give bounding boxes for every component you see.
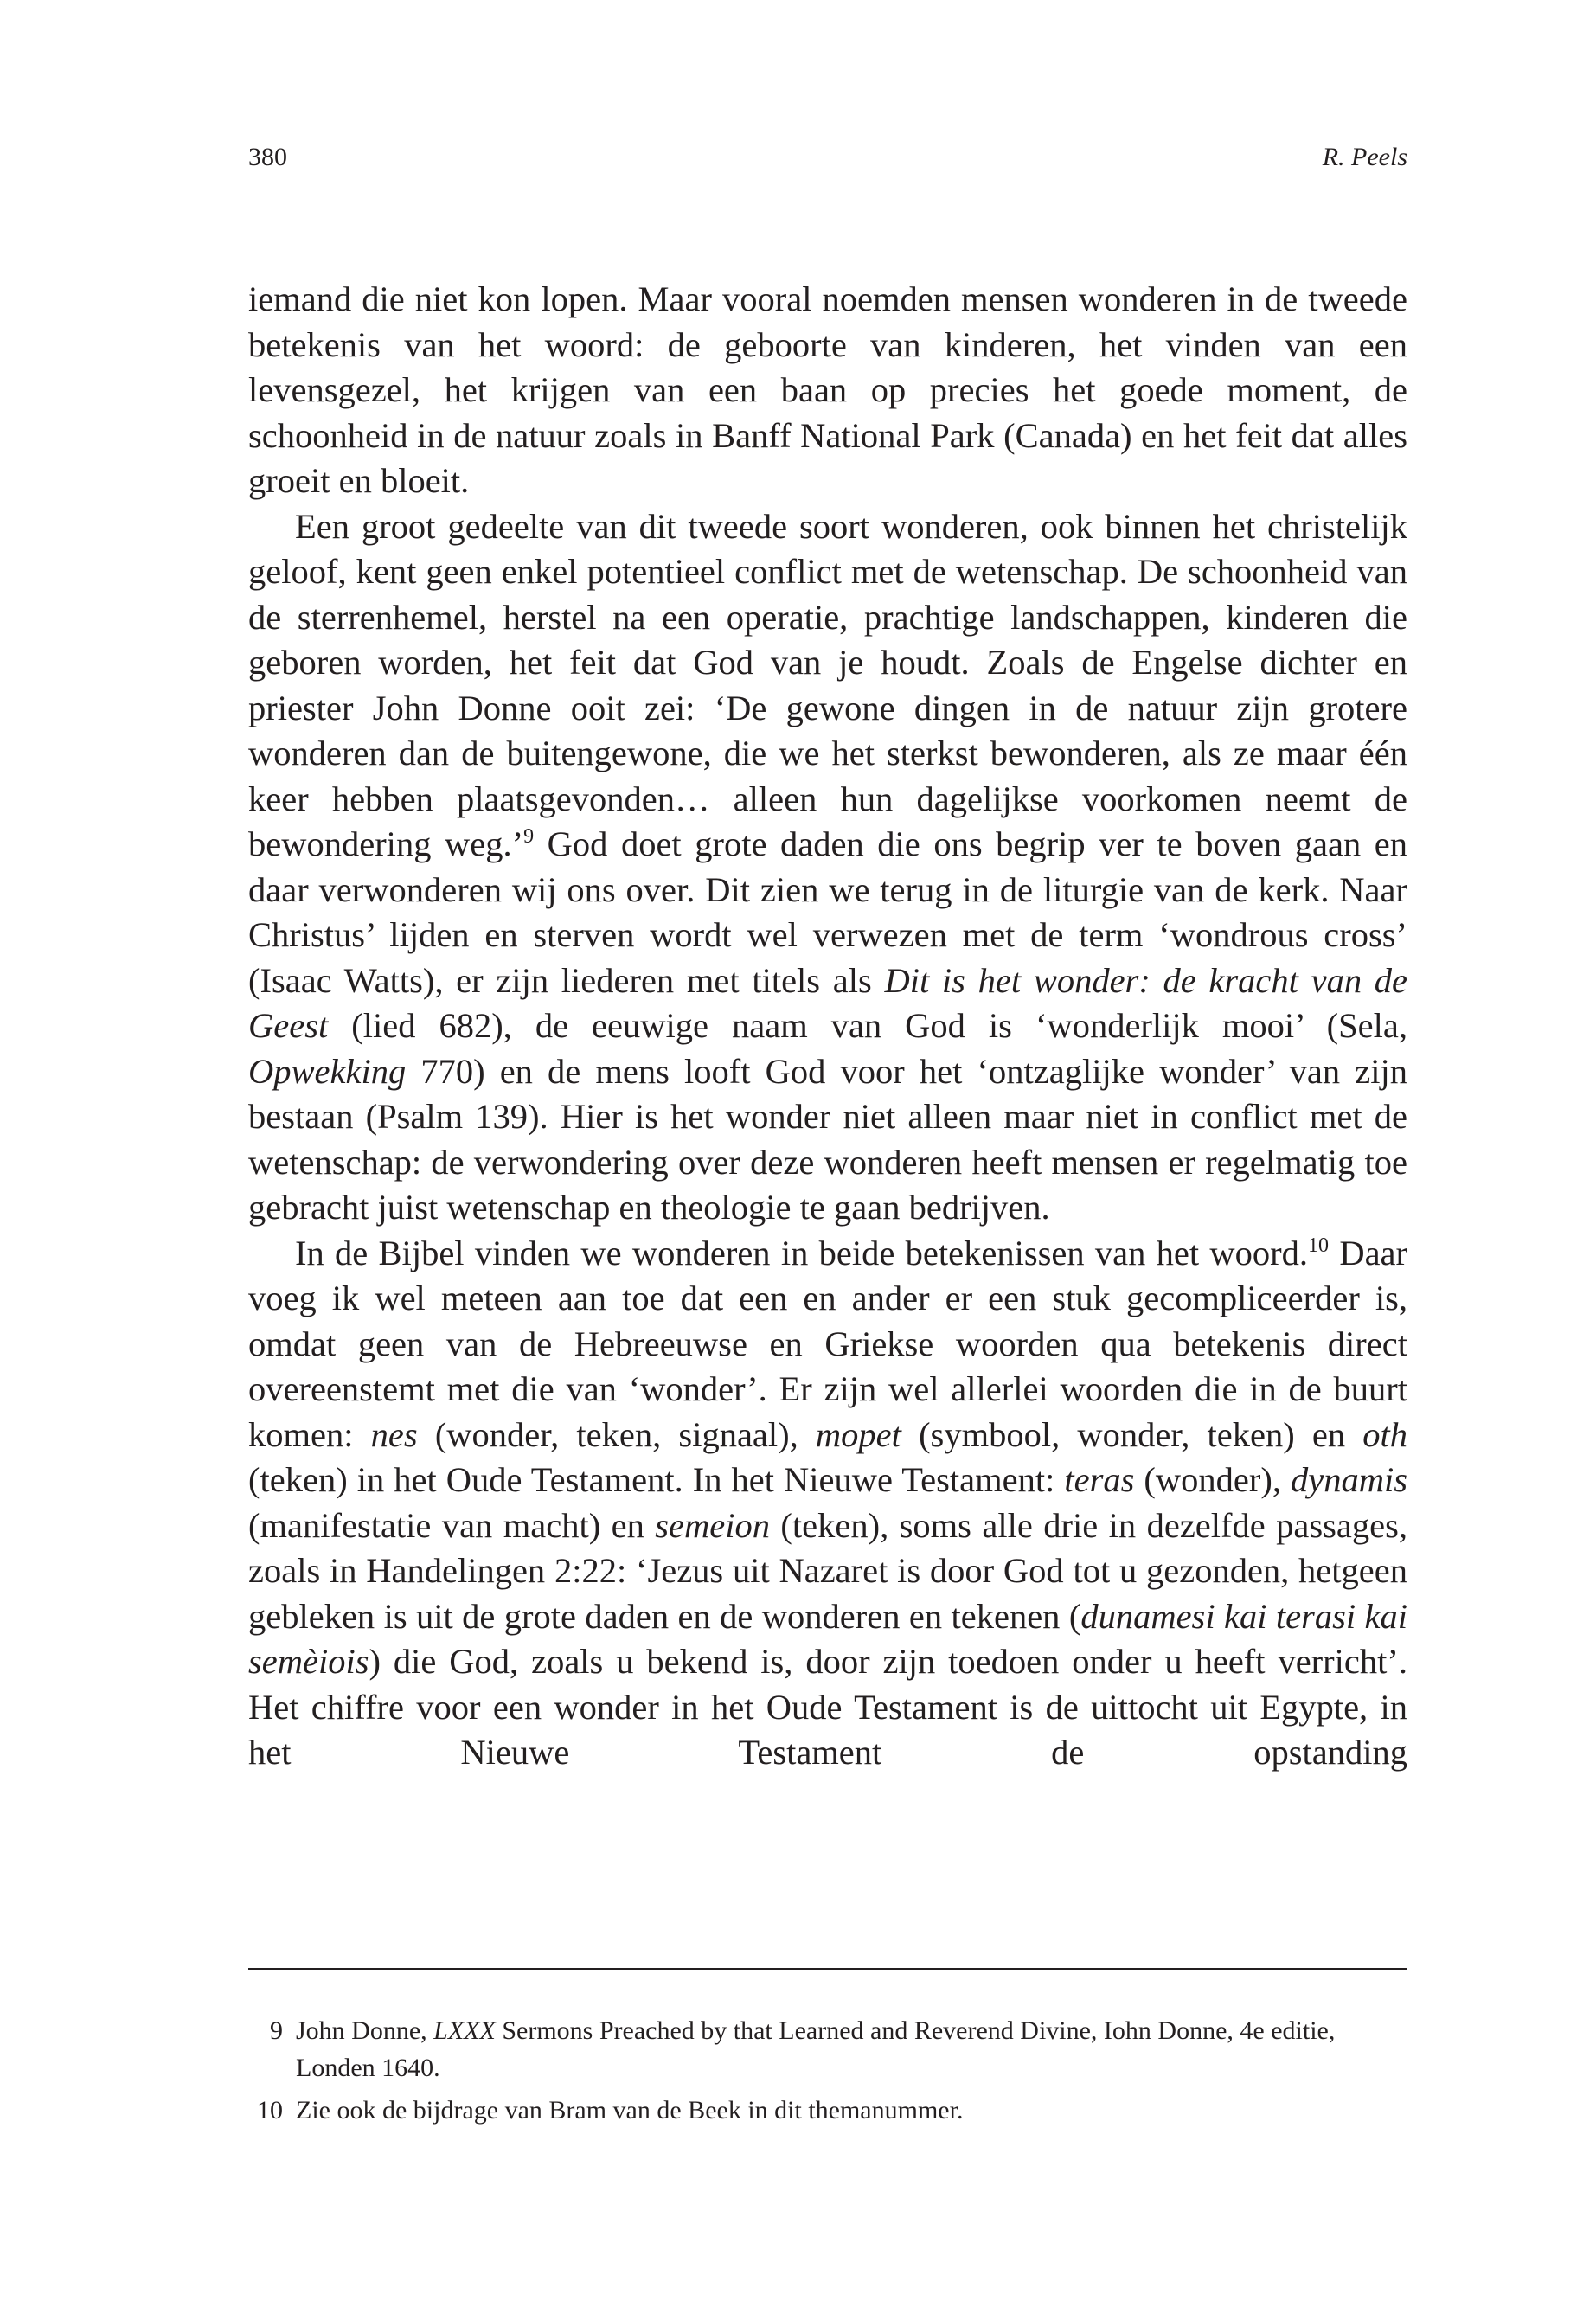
- text-run: 770) en de mens looft God voor het ‘ontzaglijke wonder’ van zijn bestaan (Psalm 139). Hier is het wonder niet alleen maar niet in conflict met de wetenschap: de verwondering over deze wonderen heeft mensen er regelmatig toe gebracht juist wetenschap en theologie te gaan bedrijven.: [248, 1051, 1407, 1227]
- text-run: (wonder),: [1134, 1460, 1291, 1499]
- italic-text: mopet: [815, 1414, 901, 1454]
- footnote-number: 10: [257, 2096, 283, 2125]
- running-head: R. Peels: [1322, 143, 1407, 171]
- text-run: (lied 682), de eeuwige naam van God is ‘wonderlijk mooi’ (Sela,: [328, 1006, 1407, 1045]
- footnote-separator: [248, 1968, 1407, 1970]
- text-run: (symbool, wonder, teken) en: [901, 1414, 1363, 1454]
- body-paragraph: [248, 1231, 1407, 1776]
- italic-text: Dit is het wonder: de kracht van de Geest: [248, 960, 1408, 1045]
- text-run: Een groot gedeelte van dit tweede soort wonderen, ook binnen het christelijk geloof, kent geen enkel potentieel conflict met de wetenschap. De schoonheid van de sterrenhemel, herstel na een operatie, prachtige landschappen, kinderen die geboren worden, het feit dat God van je houdt. Zoals de Engelse dichter en priester John Donne ooit zei: ‘De gewone dingen in de natuur zijn grotere wonderen dan de buitengewone, die we het sterkst bewonderen, als ze maar één keer hebben plaatsgevonden… alleen hun dagelijkse voorkomen neemt de bewondering weg.’: [248, 506, 1407, 863]
- italic-text: dunamesi kai terasi kai semèiois: [248, 1596, 1407, 1681]
- text-run: Zie ook de bijdrage van Bram van de Beek in dit themanummer.: [296, 2096, 964, 2125]
- italic-text: dynamis: [1291, 1460, 1407, 1499]
- italic-text: semeion: [655, 1505, 770, 1545]
- italic-text: Opwekking: [248, 1051, 407, 1091]
- footnote-reference: 10: [1308, 1234, 1330, 1257]
- text-run: Sermons Preached by that Learned and Reverend Divine, Iohn Donne, 4e editie, Londen 1640.: [296, 2016, 1336, 2082]
- text-run: (wonder, teken, signaal),: [417, 1414, 816, 1454]
- footnote-number: 9: [270, 2016, 283, 2045]
- footnote-reference: 9: [523, 825, 535, 848]
- body-text: [248, 277, 1407, 1776]
- body-paragraph: [248, 277, 1407, 504]
- body-paragraph: [248, 504, 1407, 1231]
- text-run: (manifestatie van macht) en: [248, 1505, 656, 1545]
- page-number: 380: [248, 143, 287, 171]
- footnote: [248, 2092, 1407, 2129]
- italic-text: teras: [1064, 1460, 1135, 1499]
- italic-text: nes: [370, 1414, 418, 1454]
- footnote: [248, 2012, 1407, 2086]
- footnotes: [248, 2012, 1407, 2134]
- text-run: God doet grote daden die ons begrip ver te boven gaan en daar verwonderen wij ons over. Dit zien we terug in de liturgie van de kerk. Naar Christus’ lijden en sterven wordt wel verwezen met de term ‘wondrous cross’ (Isaac Watts), er zijn liederen met titels als: [248, 824, 1407, 1000]
- text-run: (teken), soms alle drie in dezelfde passages, zoals in Handelingen 2:22: ‘Jezus uit Nazaret is door God tot u gezonden, hetgeen gebleken is uit de grote daden en de wonderen en tekenen (: [248, 1505, 1408, 1636]
- text-run: ) die God, zoals u bekend is, door zijn toedoen onder u heeft verricht’. Het chiffre voor een wonder in het Oude Testament is de uittocht uit Egypte, in het Nieuwe Testament de opstanding: [248, 1642, 1407, 1772]
- italic-text: LXXX: [433, 2016, 496, 2045]
- text-run: In de Bijbel vinden we wonderen in beide betekenissen van het woord.: [295, 1233, 1309, 1272]
- text-run: Daar voeg ik wel meteen aan toe dat een en ander er een stuk gecompliceerder is, omdat geen van de Hebreeuwse en Griekse woorden qua betekenis direct overeenstemt met die van ‘wonder’. Er zijn wel allerlei woorden die in de buurt komen:: [248, 1233, 1408, 1454]
- footnote-text: [296, 2016, 1335, 2082]
- italic-text: oth: [1362, 1414, 1407, 1454]
- text-run: (teken) in het Oude Testament. In het Nieuwe Testament:: [248, 1460, 1065, 1499]
- text-run: John Donne,: [296, 2016, 434, 2045]
- text-run: iemand die niet kon lopen. Maar vooral noemden mensen wonderen in de tweede betekenis van het woord: de geboorte van kinderen, het vinden van een levensgezel, het krijgen van een baan op precies het goede moment, de schoonheid in de natuur zoals in Banff National Park (Canada) en het feit dat alles groeit en bloeit.: [248, 279, 1407, 500]
- footnote-text: [296, 2096, 963, 2125]
- page-header: [248, 138, 1407, 176]
